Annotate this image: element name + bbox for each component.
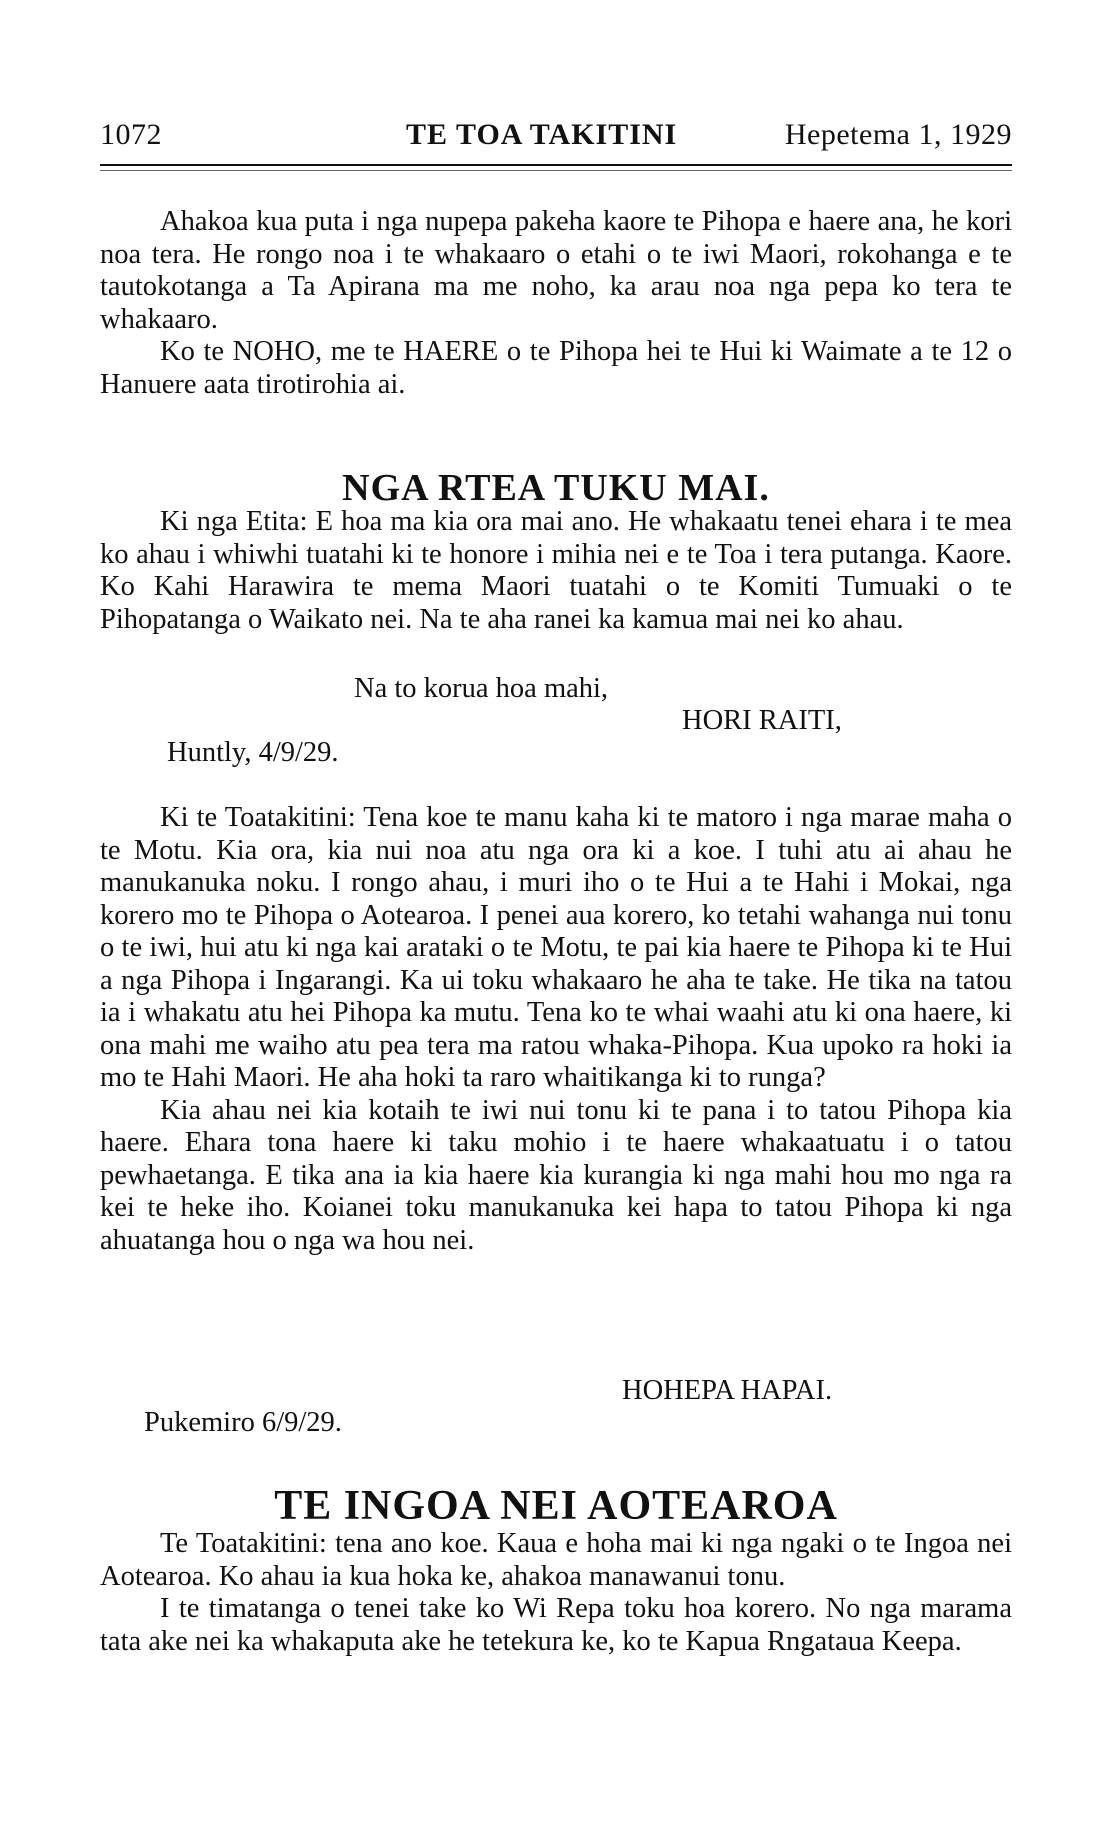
letter-2-paragraph-2: Kia ahau nei kia kotaih te iwi nui tonu ki te pana i to tatou Pihopa kia haere. Ehara tona haere ki taku mohio i te haere whakaatuatu i o tatou pewhaetanga. E tika ana ia kia haere kia kurangia ki nga mahi hou mo nga ra kei te heke iho. Koianei toku manukanuka kei hapa to tatou Pihopa ki nga ahuatanga hou o nga wa hou nei. — [100, 1094, 1012, 1256]
issue-date: Hepetema 1, 1929 — [784, 118, 1012, 151]
page-number: 1072 — [100, 118, 162, 151]
newspaper-page — [100, 0, 1012, 1836]
page-header — [100, 118, 1012, 158]
letter-2-signature: HOHEPA HAPAI. — [622, 1375, 833, 1406]
header-rule — [100, 164, 1012, 166]
intro-paragraph-1: Ahakoa kua puta i nga nupepa pakeha kaore te Pihopa e haere ana, he kori noa tera. He rongo noa i te whakaaro o etahi o te iwi Maori, rokohanga e te tautokotanga a Ta Apirana ma me noho, ka arau noa nga pepa ko tera te whakaaro. — [100, 206, 1012, 335]
letter-2-place-date: Pukemiro 6/9/29. — [144, 1407, 342, 1438]
intro-article — [100, 206, 1012, 401]
article-3-paragraph-2: I te timatanga o tenei take ko Wi Repa toku hoa korero. No nga marama tata ake nei ka whakaputa ake he tetekura ke, ko te Kapua Rngataua Keepa. — [100, 1593, 1012, 1657]
letter-hori-raiti — [100, 506, 1012, 636]
section-heading-aotearoa: TE INGOA NEI AOTEAROA — [274, 1483, 838, 1529]
publication-title: TE TOA TAKITINI — [406, 118, 678, 151]
letter-2-paragraph-1: Ki te Toatakitini: Tena koe te manu kaha ki te matoro i nga marae maha o te Motu. Kia ora, kia nui noa atu nga ora ki a koe. I tuhi atu ai ahau he manukanuka noku. I rongo ahau, i muri iho o te Hui a te Hahi i Mokai, nga korero mo te Pihopa o Aotearoa. I penei aua korero, ko tetahi wahanga nui tonu o te iwi, hui atu ki nga kai arataki o te Motu, te pai kia haere te Pihopa ki te Hui a nga Pihopa i Ingarangi. Ka ui toku whakaaro he aha te take. He tika na tatou ia i whakatu atu hei Pihopa ka mutu. Tena ko te whai waahi atu ki ona haere, ki ona mahi me waiho atu pea tera ma ratou whaka-Pihopa. Kua upoko ra hoki ia mo te Hahi Maori. He aha hoki ta raro whaitikanga ki to runga? — [100, 802, 1012, 1093]
header-rule-thin — [100, 170, 1012, 171]
letter-1-signature: HORI RAITI, — [682, 705, 842, 736]
intro-paragraph-2: Ko te NOHO, me te HAERE o te Pihopa hei te Hui ki Waimate a te 12 o Hanuere aata tirotirohia ai. — [100, 336, 1012, 400]
letter-hohepa-hapai — [100, 802, 1012, 1257]
article-3-paragraph-1: Te Toatakitini: tena ano koe. Kaua e hoha mai ki nga ngaki o te Ingoa nei Aotearoa. Ko ahau ia kua hoka ke, ahakoa manawanui tonu. — [100, 1528, 1012, 1592]
letter-1-paragraph: Ki nga Etita: E hoa ma kia ora mai ano. He whakaatu tenei ehara i te mea ko ahau i whiwhi tuatahi ki te honore i mihia nei e te Toa i tera putanga. Kaore. Ko Kahi Harawira te mema Maori tuatahi o te Komiti Tumuaki o te Pihopatanga o Waikato nei. Na te aha ranei ka kamua mai nei ko ahau. — [100, 506, 1012, 635]
letter-1-closing: Na to korua hoa mahi, — [354, 673, 609, 704]
article-ingoa-aotearoa — [100, 1528, 1012, 1658]
letter-1-place-date: Huntly, 4/9/29. — [167, 737, 339, 768]
section-heading-letters: NGA RTEA TUKU MAI. — [342, 467, 770, 509]
